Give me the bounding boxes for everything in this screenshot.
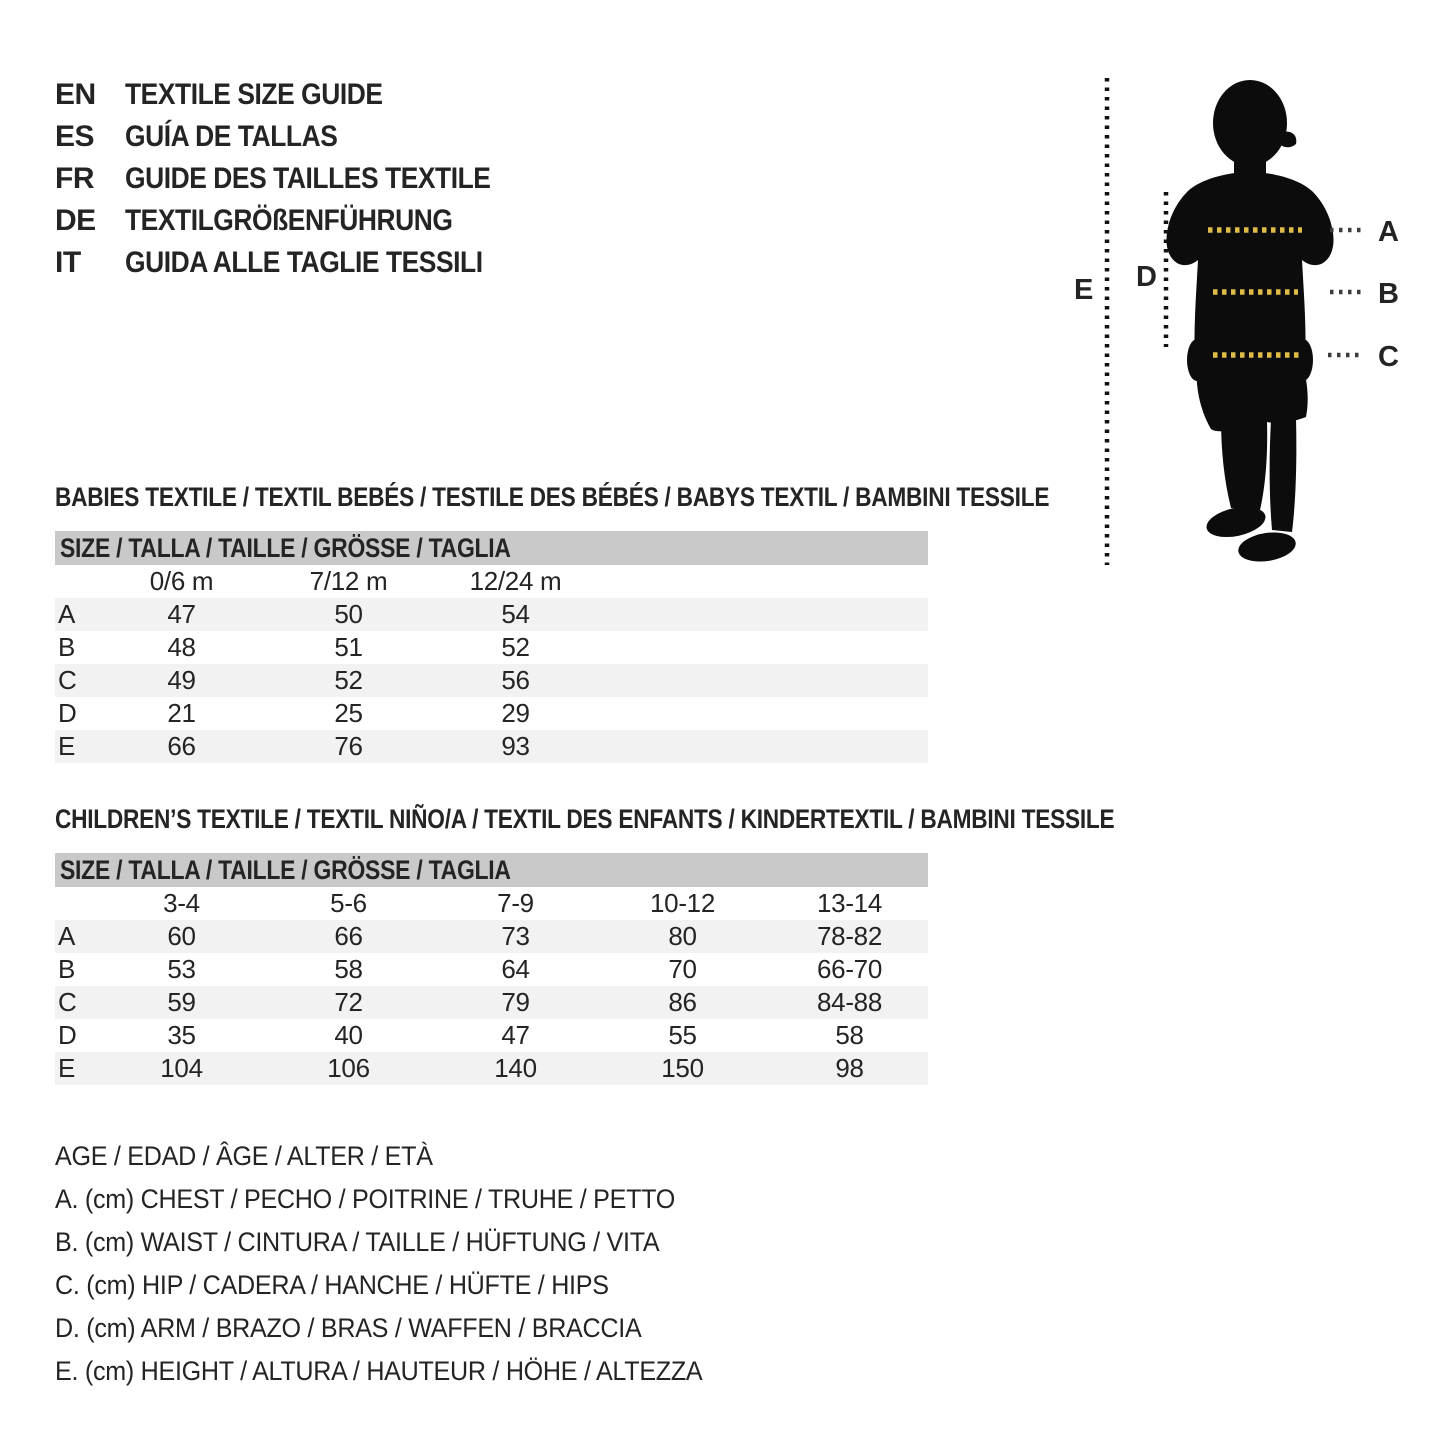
table-cell: 106 xyxy=(327,1053,370,1083)
table-cell: 58 xyxy=(334,954,363,984)
table-cell: 66 xyxy=(167,731,196,761)
table-row xyxy=(55,598,928,631)
guide-title-de: TEXTILGRÖßENFÜHRUNG xyxy=(125,204,453,237)
size-header-label: SIZE / TALLA / TAILLE / GRÖSSE / TAGLIA xyxy=(60,854,511,885)
size-header-bar xyxy=(55,853,928,887)
table-cell: 35 xyxy=(167,1020,196,1050)
table-cell: 47 xyxy=(167,599,196,629)
table-cell: 73 xyxy=(501,921,530,951)
language-header xyxy=(55,74,540,284)
legend-height: E. (cm) HEIGHT / ALTURA / HAUTEUR / HÖHE / ALTEZZA xyxy=(55,1356,703,1386)
child-silhouette-graphic xyxy=(1040,60,1445,590)
table-cell: 52 xyxy=(334,665,363,695)
size-header-label: SIZE / TALLA / TAILLE / GRÖSSE / TAGLIA xyxy=(60,532,511,563)
label-e: E xyxy=(1074,274,1094,306)
row-label: A xyxy=(58,921,76,951)
table-row xyxy=(55,1019,928,1052)
table-cell: 53 xyxy=(167,954,196,984)
table-cell: 3-4 xyxy=(163,888,200,918)
language-code: EN xyxy=(55,78,96,111)
table-cell: 80 xyxy=(668,921,697,951)
legend-arm: D. (cm) ARM / BRAZO / BRAS / WAFFEN / BRACCIA xyxy=(55,1313,642,1343)
table-cell: 70 xyxy=(668,954,697,984)
row-label: A xyxy=(58,599,76,629)
legend-waist: B. (cm) WAIST / CINTURA / TAILLE / HÜFTUNG / VITA xyxy=(55,1227,660,1257)
language-row xyxy=(55,242,540,284)
label-b: B xyxy=(1378,278,1399,310)
row-label: E xyxy=(58,1053,76,1083)
table-cell: 56 xyxy=(501,665,530,695)
language-row xyxy=(55,74,540,116)
size-header-bar xyxy=(55,531,928,565)
table-cell: 78-82 xyxy=(817,921,882,951)
legend-chest: A. (cm) CHEST / PECHO / POITRINE / TRUHE / PETTO xyxy=(55,1184,676,1214)
table-row xyxy=(55,730,928,763)
language-row xyxy=(55,158,540,200)
table-cell: 104 xyxy=(160,1053,203,1083)
table-cell: 66 xyxy=(334,921,363,951)
table-cell: 79 xyxy=(501,987,530,1017)
table-cell: 86 xyxy=(668,987,697,1017)
table-cell: 60 xyxy=(167,921,196,951)
table-cell: 58 xyxy=(835,1020,864,1050)
measurement-figure xyxy=(1040,60,1445,590)
table-cell: 51 xyxy=(334,632,363,662)
table-cell: 29 xyxy=(501,698,530,728)
table-cell: 47 xyxy=(501,1020,530,1050)
table-cell: 140 xyxy=(494,1053,537,1083)
table-cell: 50 xyxy=(334,599,363,629)
table-cell: 13-14 xyxy=(817,888,882,918)
table-row xyxy=(55,697,928,730)
table-row xyxy=(55,631,928,664)
babies-size-table xyxy=(55,531,928,763)
table-cell: 21 xyxy=(167,698,196,728)
row-label: C xyxy=(58,987,77,1017)
child-silhouette xyxy=(1166,80,1333,565)
legend-age: AGE / EDAD / ÂGE / ALTER / ETÀ xyxy=(55,1141,433,1171)
language-row xyxy=(55,116,540,158)
table-row xyxy=(55,920,928,953)
table-cell: 5-6 xyxy=(330,888,367,918)
table-cell: 84-88 xyxy=(817,987,882,1017)
legend-hip: C. (cm) HIP / CADERA / HANCHE / HÜFTE / HIPS xyxy=(55,1270,609,1300)
column-header-row xyxy=(55,565,928,598)
table-cell: 10-12 xyxy=(650,888,715,918)
row-label: D xyxy=(58,698,77,728)
table-row xyxy=(55,953,928,986)
table-cell: 40 xyxy=(334,1020,363,1050)
row-label: B xyxy=(58,954,76,984)
label-d: D xyxy=(1136,261,1157,293)
table-row xyxy=(55,986,928,1019)
row-label: B xyxy=(58,632,76,662)
row-label: E xyxy=(58,731,76,761)
language-code: DE xyxy=(55,204,96,237)
table-cell: 59 xyxy=(167,987,196,1017)
table-cell: 72 xyxy=(334,987,363,1017)
guide-title-es: GUÍA DE TALLAS xyxy=(125,120,338,153)
table-cell: 49 xyxy=(167,665,196,695)
table-row xyxy=(55,664,928,697)
table-cell: 55 xyxy=(668,1020,697,1050)
language-code: FR xyxy=(55,162,94,195)
table-cell: 25 xyxy=(334,698,363,728)
guide-title-fr: GUIDE DES TAILLES TEXTILE xyxy=(125,162,491,195)
table-cell: 150 xyxy=(661,1053,704,1083)
label-c: C xyxy=(1378,341,1399,373)
table-cell: 0/6 m xyxy=(149,566,214,596)
measurement-legend xyxy=(55,1135,751,1393)
column-header-row xyxy=(55,887,928,920)
table-cell: 64 xyxy=(501,954,530,984)
label-a: A xyxy=(1378,216,1399,248)
children-size-table xyxy=(55,853,928,1085)
table-cell: 52 xyxy=(501,632,530,662)
babies-section-title: BABIES TEXTILE / TEXTIL BEBÉS / TESTILE DES BÉBÉS / BABYS TEXTIL / BAMBINI TESSILE xyxy=(55,482,1050,512)
table-cell: 48 xyxy=(167,632,196,662)
row-label: D xyxy=(58,1020,77,1050)
row-label: C xyxy=(58,665,77,695)
language-code: ES xyxy=(55,120,95,153)
table-cell: 12/24 m xyxy=(469,566,562,596)
table-cell: 66-70 xyxy=(817,954,882,984)
language-code: IT xyxy=(55,246,81,279)
language-row xyxy=(55,200,540,242)
table-row xyxy=(55,1052,928,1085)
table-cell: 54 xyxy=(501,599,530,629)
table-cell: 98 xyxy=(835,1053,864,1083)
children-section-title: CHILDREN’S TEXTILE / TEXTIL NIÑO/A / TEXTIL DES ENFANTS / KINDERTEXTIL / BAMBINI TESSILE xyxy=(55,804,1115,834)
table-cell: 7/12 m xyxy=(309,566,388,596)
guide-title-en: TEXTILE SIZE GUIDE xyxy=(125,78,383,111)
table-cell: 93 xyxy=(501,731,530,761)
table-cell: 7-9 xyxy=(497,888,534,918)
table-cell: 76 xyxy=(334,731,363,761)
guide-title-it: GUIDA ALLE TAGLIE TESSILI xyxy=(125,246,483,279)
